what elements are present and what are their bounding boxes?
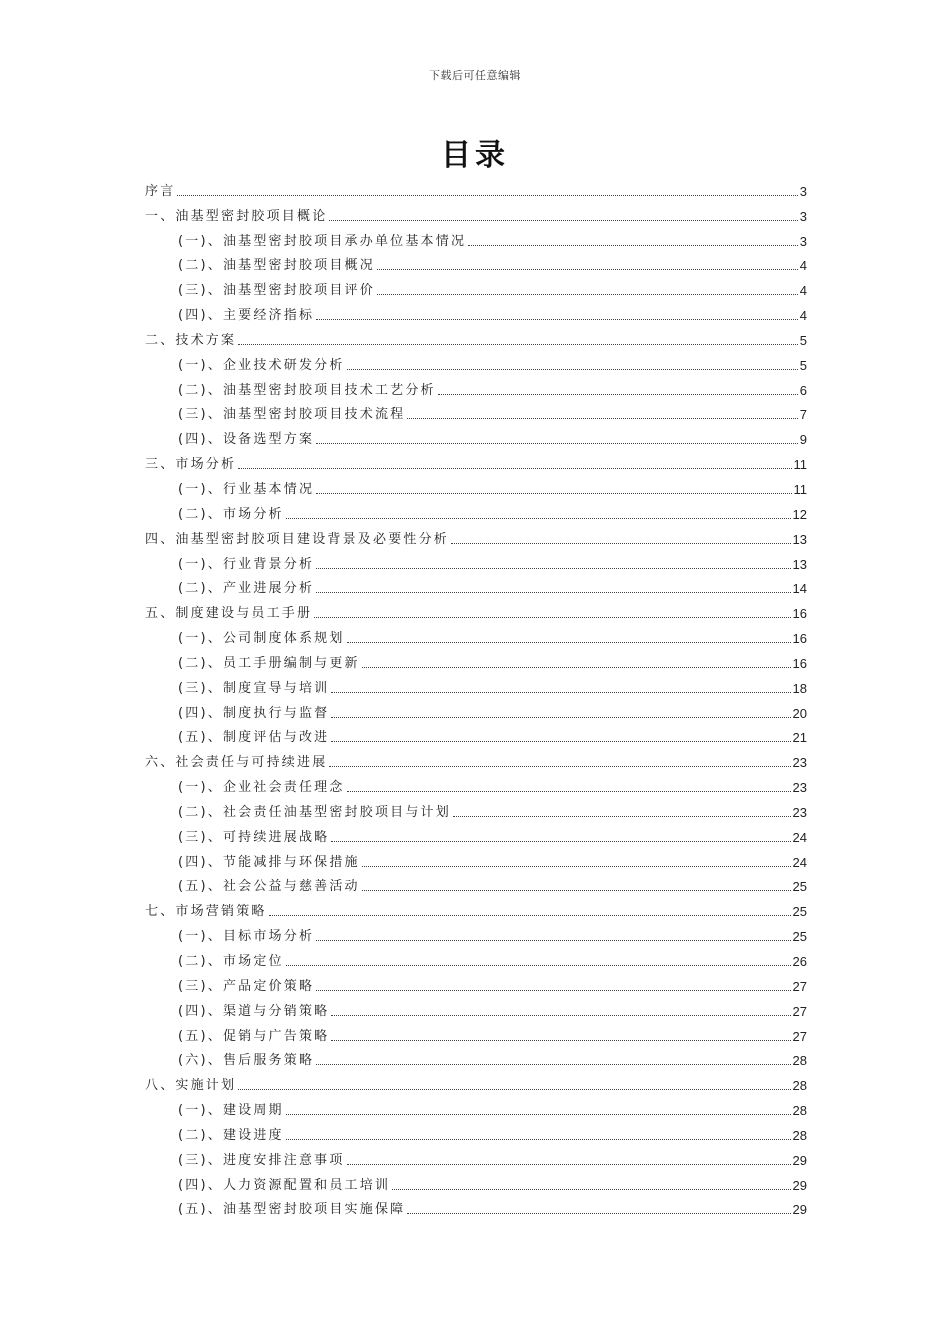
toc-entry-page-number: 16 [792, 655, 807, 671]
dot-leader [238, 344, 798, 345]
dot-leader [331, 841, 790, 842]
dot-leader [238, 468, 791, 469]
toc-entry-label: (一)、行业背景分析 [178, 556, 315, 572]
dot-leader [269, 915, 791, 916]
toc-subsection-entry[interactable] [145, 697, 807, 722]
toc-entry-label: 三、市场分析 [145, 457, 237, 473]
toc-subsection-entry[interactable] [145, 970, 807, 995]
dot-leader [362, 890, 791, 891]
toc-entry-page-number: 20 [792, 705, 807, 721]
toc-entry-label: (六)、售后服务策略 [178, 1053, 315, 1069]
toc-subsection-entry[interactable] [145, 622, 807, 647]
toc-entry-label: (一)、公司制度体系规划 [178, 631, 345, 647]
dot-leader [316, 990, 790, 991]
dot-leader [331, 717, 790, 718]
dot-leader [331, 1015, 790, 1016]
toc-entry-page-number: 27 [792, 978, 807, 994]
toc-entry-page-number: 29 [792, 1177, 807, 1193]
toc-subsection-entry[interactable] [145, 1045, 807, 1070]
toc-entry-label: (五)、促销与广告策略 [178, 1028, 330, 1044]
toc-subsection-entry[interactable] [145, 349, 807, 374]
toc-entry-label: 五、制度建设与员工手册 [145, 606, 313, 622]
toc-entry-label: (三)、产品定价策略 [178, 978, 315, 994]
dot-leader [316, 940, 790, 941]
dot-leader [316, 568, 790, 569]
toc-entry-label: (三)、制度宣导与培训 [178, 680, 330, 696]
dot-leader [316, 592, 790, 593]
toc-subsection-entry[interactable] [145, 672, 807, 697]
toc-subsection-entry[interactable] [145, 473, 807, 498]
dot-leader [392, 1189, 790, 1190]
toc-subsection-entry[interactable] [145, 573, 807, 598]
toc-entry-page-number: 9 [799, 432, 807, 448]
toc-entry-label: (一)、目标市场分析 [178, 929, 315, 945]
toc-entry-label: (二)、社会责任油基型密封胶项目与计划 [178, 804, 451, 820]
toc-entry-page-number: 12 [792, 506, 807, 522]
toc-entry-page-number: 23 [792, 780, 807, 796]
toc-entry-label: (四)、渠道与分销策略 [178, 1003, 330, 1019]
dot-leader [362, 866, 791, 867]
toc-subsection-entry[interactable] [145, 846, 807, 871]
toc-entry-page-number: 25 [792, 879, 807, 895]
toc-subsection-entry[interactable] [145, 299, 807, 324]
toc-title: 目录 [441, 138, 509, 173]
dot-leader [316, 1064, 790, 1065]
toc-entry-page-number: 4 [799, 258, 807, 274]
toc-section-entry[interactable] [145, 175, 807, 200]
toc-entry-page-number: 28 [792, 1078, 807, 1094]
toc-entry-page-number: 11 [793, 481, 807, 497]
dot-leader [329, 766, 790, 767]
toc-entry-label: 一、油基型密封胶项目概论 [145, 208, 328, 224]
toc-entry-page-number: 27 [792, 1028, 807, 1044]
toc-subsection-entry[interactable] [145, 1094, 807, 1119]
toc-subsection-entry[interactable] [145, 771, 807, 796]
toc-entry-label: (二)、建设进度 [178, 1127, 284, 1143]
toc-entry-page-number: 13 [792, 556, 807, 572]
dot-leader [377, 294, 798, 295]
toc-entry-label: (四)、人力资源配置和员工培训 [178, 1177, 391, 1193]
dot-leader [451, 543, 791, 544]
toc-entry-label: (五)、社会公益与慈善活动 [178, 879, 360, 895]
toc-entry-page-number: 21 [792, 730, 807, 746]
dot-leader [453, 816, 791, 817]
dot-leader [286, 1114, 791, 1115]
toc-entry-page-number: 11 [793, 457, 807, 473]
toc-entry-label: 八、实施计划 [145, 1078, 237, 1094]
toc-subsection-entry[interactable] [145, 225, 807, 250]
dot-leader [316, 443, 798, 444]
toc-section-entry[interactable] [145, 324, 807, 349]
toc-entry-page-number: 24 [792, 854, 807, 870]
toc-subsection-entry[interactable] [145, 1119, 807, 1144]
toc-entry-page-number: 3 [799, 208, 807, 224]
toc-entry-label: (四)、主要经济指标 [178, 308, 315, 324]
toc-entry-page-number: 24 [792, 829, 807, 845]
toc-section-entry[interactable] [145, 200, 807, 225]
dot-leader [316, 319, 798, 320]
toc-subsection-entry[interactable] [145, 1169, 807, 1194]
dot-leader [238, 1089, 790, 1090]
dot-leader [286, 518, 791, 519]
toc-entry-page-number: 25 [792, 929, 807, 945]
toc-entry-label: (二)、油基型密封胶项目概况 [178, 258, 375, 274]
toc-subsection-entry[interactable] [145, 1194, 807, 1219]
toc-subsection-entry[interactable] [145, 1144, 807, 1169]
toc-entry-page-number: 28 [792, 1053, 807, 1069]
dot-leader [362, 667, 791, 668]
toc-subsection-entry[interactable] [145, 945, 807, 970]
toc-entry-page-number: 14 [792, 581, 807, 597]
dot-leader [331, 1040, 790, 1041]
download-note: 下载后可任意编辑 [429, 69, 521, 82]
toc-entry-label: (三)、油基型密封胶项目技术流程 [178, 407, 406, 423]
toc-entry-page-number: 28 [792, 1127, 807, 1143]
toc-entry-page-number: 28 [792, 1103, 807, 1119]
dot-leader [286, 965, 791, 966]
toc-subsection-entry[interactable] [145, 250, 807, 275]
dot-leader [177, 195, 797, 196]
dot-leader [407, 1213, 790, 1214]
toc-subsection-entry[interactable] [145, 274, 807, 299]
toc-subsection-entry[interactable] [145, 722, 807, 747]
toc-entry-page-number: 3 [799, 183, 807, 199]
toc-entry-page-number: 18 [792, 680, 807, 696]
dot-leader [314, 617, 790, 618]
dot-leader [331, 741, 790, 742]
toc-entry-label: 七、市场营销策略 [145, 904, 267, 920]
toc-entry-label: (三)、可持续进展战略 [178, 829, 330, 845]
toc-entry-page-number: 5 [799, 332, 807, 348]
toc-entry-page-number: 4 [799, 283, 807, 299]
toc-entry-page-number: 6 [799, 382, 807, 398]
toc-subsection-entry[interactable] [145, 399, 807, 424]
toc-entry-page-number: 25 [792, 904, 807, 920]
toc-entry-label: 六、社会责任与可持续进展 [145, 755, 328, 771]
toc-subsection-entry[interactable] [145, 423, 807, 448]
toc-entry-page-number: 13 [792, 531, 807, 547]
toc-entry-page-number: 23 [792, 755, 807, 771]
toc-entry-label: 二、技术方案 [145, 332, 237, 348]
toc-entry-label: (二)、市场定位 [178, 954, 284, 969]
toc-entry-label: (三)、油基型密封胶项目评价 [178, 283, 375, 299]
toc-subsection-entry[interactable] [145, 995, 807, 1020]
toc-entry-page-number: 29 [792, 1152, 807, 1168]
toc-subsection-entry[interactable] [145, 647, 807, 672]
toc-entry-page-number: 3 [799, 233, 807, 249]
toc-entry-page-number: 4 [799, 308, 807, 324]
dot-leader [347, 1164, 791, 1165]
toc-section-entry[interactable] [145, 746, 807, 771]
toc-section-entry[interactable] [145, 597, 807, 622]
toc-entry-label: (一)、行业基本情况 [178, 481, 315, 497]
toc-entry-page-number: 16 [792, 606, 807, 622]
dot-leader [286, 1139, 791, 1140]
toc-entry-label: (二)、市场分析 [178, 506, 284, 522]
toc-entry-label: 序言 [145, 183, 176, 199]
toc-subsection-entry[interactable] [145, 821, 807, 846]
dot-leader [316, 493, 791, 494]
toc-entry-page-number: 26 [792, 954, 807, 969]
toc-entry-page-number: 29 [792, 1202, 807, 1218]
dot-leader [329, 220, 797, 221]
toc-section-entry[interactable] [145, 1069, 807, 1094]
toc-subsection-entry[interactable] [145, 548, 807, 573]
dot-leader [407, 418, 797, 419]
toc-subsection-entry[interactable] [145, 871, 807, 896]
toc-entry-label: 四、油基型密封胶项目建设背景及必要性分析 [145, 531, 450, 547]
toc-section-entry[interactable] [145, 448, 807, 473]
toc-entry-page-number: 5 [799, 357, 807, 373]
toc-entry-label: (三)、进度安排注意事项 [178, 1152, 345, 1168]
toc-subsection-entry[interactable] [145, 796, 807, 821]
toc-subsection-entry[interactable] [145, 920, 807, 945]
toc-subsection-entry[interactable] [145, 374, 807, 399]
toc-entry-label: (二)、油基型密封胶项目技术工艺分析 [178, 382, 436, 398]
toc-entry-page-number: 27 [792, 1003, 807, 1019]
toc-entry-label: (一)、建设周期 [178, 1103, 284, 1119]
dot-leader [347, 791, 791, 792]
dot-leader [347, 642, 791, 643]
toc-entry-label: (五)、制度评估与改进 [178, 730, 330, 746]
dot-leader [331, 692, 790, 693]
toc-entry-page-number: 7 [799, 407, 807, 423]
toc-entry-page-number: 23 [792, 804, 807, 820]
toc-entry-label: (四)、制度执行与监督 [178, 705, 330, 721]
toc-entry-label: (一)、企业技术研发分析 [178, 357, 345, 373]
toc-entry-label: (四)、节能减排与环保措施 [178, 854, 360, 870]
dot-leader [347, 369, 798, 370]
dot-leader [438, 394, 798, 395]
toc-subsection-entry[interactable] [145, 1020, 807, 1045]
toc-entry-label: (四)、设备选型方案 [178, 432, 315, 448]
dot-leader [377, 269, 798, 270]
toc-entry-page-number: 16 [792, 631, 807, 647]
toc-section-entry[interactable] [145, 523, 807, 548]
toc-entry-label: (一)、油基型密封胶项目承办单位基本情况 [178, 233, 467, 249]
toc-entry-label: (五)、油基型密封胶项目实施保障 [178, 1202, 406, 1218]
toc-entry-label: (一)、企业社会责任理念 [178, 780, 345, 796]
toc-subsection-entry[interactable] [145, 498, 807, 523]
table-of-contents [145, 175, 807, 1218]
toc-section-entry[interactable] [145, 895, 807, 920]
toc-entry-label: (二)、员工手册编制与更新 [178, 655, 360, 671]
toc-entry-label: (二)、产业进展分析 [178, 581, 315, 597]
dot-leader [468, 245, 798, 246]
